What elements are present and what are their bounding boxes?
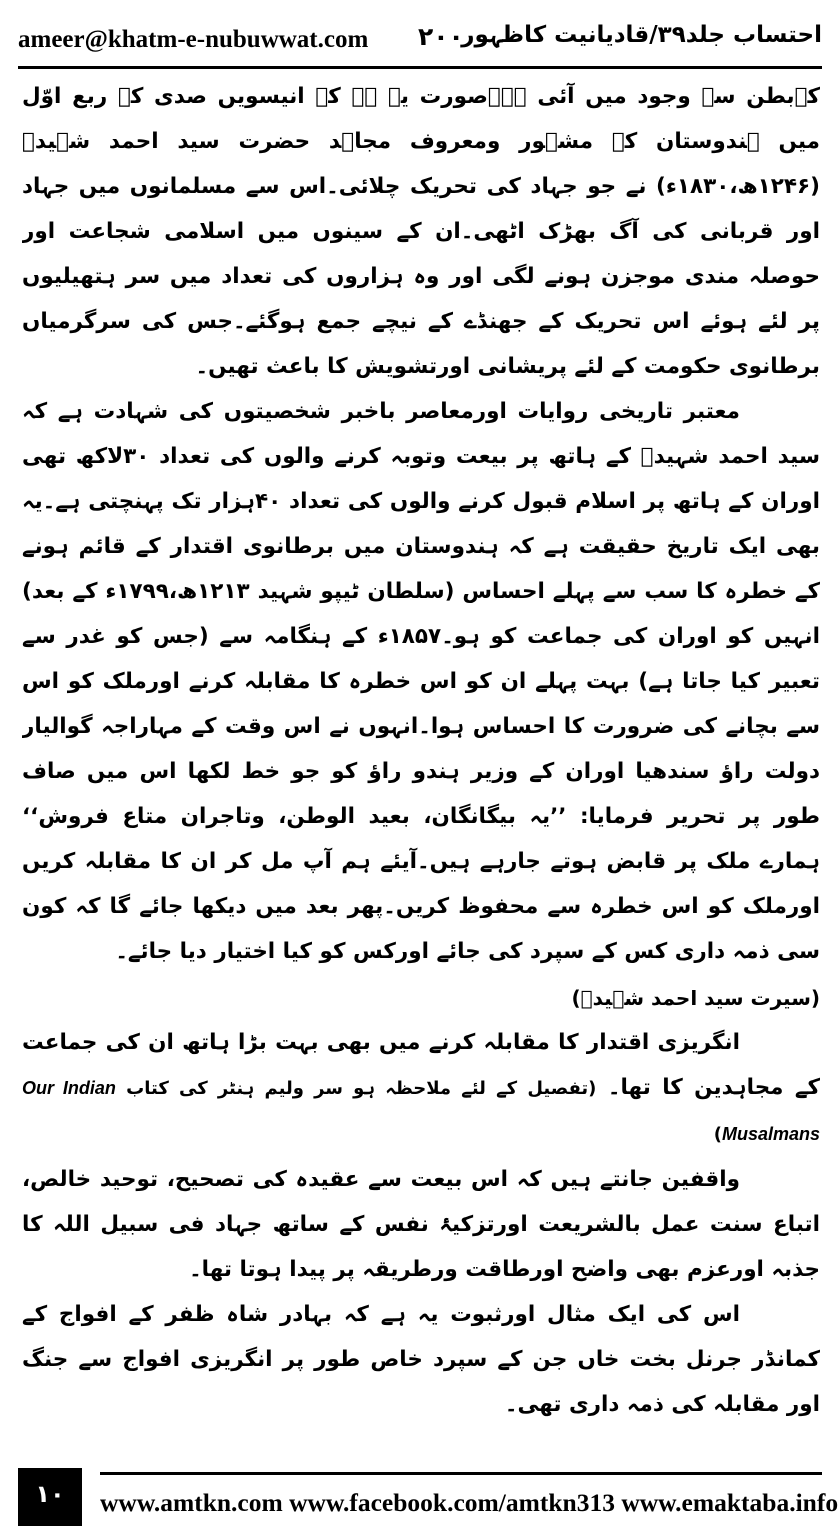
citation: (سیرت سید احمد شہیدؒ): [571, 986, 820, 1010]
book-title: Our Indian Musalmans: [22, 1078, 820, 1144]
footer-links[interactable]: www.amtkn.com www.facebook.com/amtkn313 www.emaktaba.info: [100, 1488, 839, 1517]
running-title: احتساب جلد۳۹/قادیانیت کاظہور: [461, 22, 822, 48]
page-number: ۲۰۰: [418, 22, 464, 51]
paragraph-2: معتبر تاریخی روایات اورمعاصر باخبر شخصیتوں کی شہادت ہے کہ سید احمد شہیدؒ کے ہاتھ پر بیعت وتوبہ کرنے والوں کی تعداد ۳۰لاکھ تھی اوران کے ہاتھ پر اسلام قبول کرنے والوں کی تعداد ۴۰ہزار تک پہنچتی ہے۔یہ بھی ایک تاریخ حقیقت ہے کہ ہندوستان میں برطانوی اقتدار کے قائم ہونے کے خطرہ کا سب سے پہلے احساس (سلطان ٹیپو شہید ۱۲۱۳ھ،۱۷۹۹ء کے بعد) انہیں کو اوران کی جماعت کو ہو۔۱۸۵۷ء کے ہنگامہ سے (جس کو غدر سے تعبیر کیا جاتا ہے) بہت پہلے ان کو اس خطرہ کا مقابلہ کرنے اورملک کو اس سے بچانے کی ضرورت کا احساس ہوا۔انہوں نے اس وقت کے مہاراجہ گوالیار دولت راؤ سندھیا اوران کے وزیر ہندو راؤ کو جو خط لکھا اس میں صاف طور پر تحریر فرمایا: ’’یہ بیگانگان، بعید الوطن، وتاجران متاع فروش‘‘ ہمارے ملک پر قابض ہوتے جارہے ہیں۔آیئے ہم آپ مل کر ان کا مقابلہ کریں اورملک کو اس خطرہ سے محفوظ کریں۔پھر بعد میں دیکھا جائے گا کہ کون سی ذمہ داری کس کے سپرد کی جائے اورکس کو کیا اختیار دیا جائے۔: [22, 399, 820, 964]
paragraph-4: واقفین جانتے ہیں کہ اس بیعت سے عقیدہ کی تصحیح، توحید خالص، اتباع سنت عمل بالشریعت اورتزکیۂ نفس کے ساتھ جہاد فی سبیل اللہ کا جذبہ اورعزم بھی واضح اورطاقت ورطریقہ پر پیدا ہوتا تھا۔: [22, 1167, 820, 1282]
page-header: [18, 20, 822, 56]
header-divider: [18, 66, 822, 69]
page-body: [22, 74, 820, 1454]
source-note-text: (تفصیل کے لئے ملاحظہ ہو سر ولیم ہنٹر کی کتاب: [126, 1078, 597, 1099]
section-number: ۱۰: [35, 1480, 65, 1508]
paragraph-5: اس کی ایک مثال اورثبوت یہ ہے کہ بہادر شاہ ظفر کے افواج کے کمانڈر جرنل بخت خاں جن کے سپرد خاص طور پر انگریزی افواج سے جنگ اور مقابلہ کی ذمہ داری تھی۔: [22, 1302, 820, 1417]
paragraph-3-text: انگریزی اقتدار کا مقابلہ کرنے میں بھی بہت بڑا ہاتھ ان کی جماعت کے مجاہدین کا تھا۔: [22, 1030, 820, 1100]
paragraph-1: کےبطن سے وجود میں آئی ہے۔صورت یہ ہے کہ انیسویں صدی کے ربع اوّل میں ہندوستان کے مشہور ومعروف مجاہد حضرت سید احمد شہیدؒ (۱۲۴۶ھ،۱۸۳۰ء) نے جو جہاد کی تحریک چلائی۔اس سے مسلمانوں میں جہاد اور قربانی کی آگ بھڑک اٹھی۔ان کے سینوں میں اسلامی شجاعت اور حوصلہ مندی موجزن ہونے لگی اور وہ ہزاروں کی تعداد میں سر ہتھیلیوں پر لئے ہوئے اس تحریک کے جھنڈے کے نیچے جمع ہوگئے۔جس کی سرگرمیاں برطانوی حکومت کے لئے پریشانی اورتشویش کا باعث تھیں۔: [22, 84, 820, 379]
footer-divider: [100, 1472, 822, 1475]
paragraph-3: [22, 1020, 820, 1157]
header-email: ameer@khatm-e-nubuwwat.com: [18, 26, 369, 53]
page-footer: [18, 1462, 839, 1526]
section-number-box: [18, 1468, 82, 1526]
source-note-close: ): [713, 1124, 722, 1145]
